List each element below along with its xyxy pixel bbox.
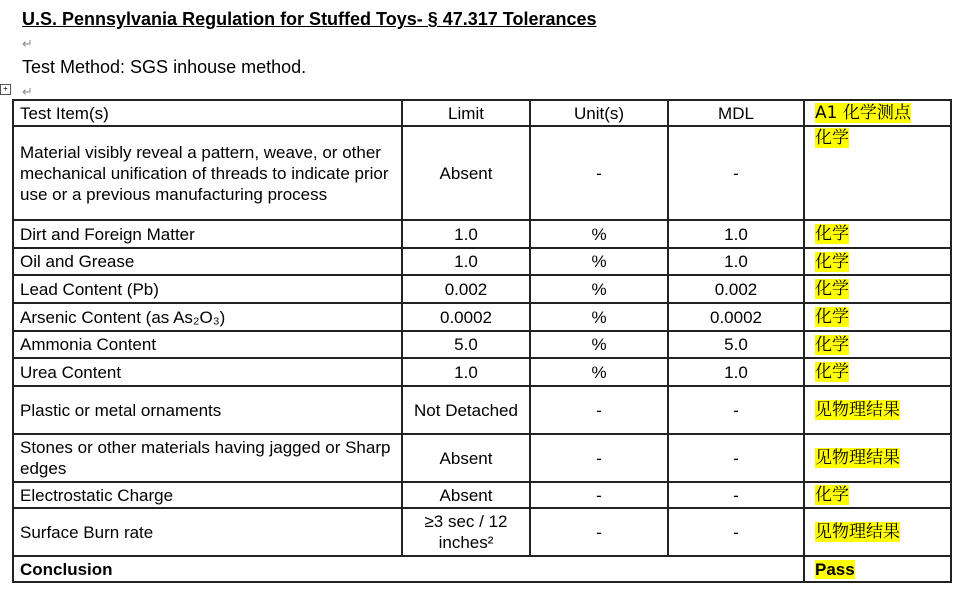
unit-cell: % xyxy=(530,358,668,386)
lab-highlight: 化学 xyxy=(815,362,849,382)
mdl-cell: - xyxy=(668,508,804,556)
header-units: Unit(s) xyxy=(530,100,668,126)
test-item-cell: Lead Content (Pb) xyxy=(13,275,402,303)
test-item-cell: Arsenic Content (as As₂O₃) xyxy=(13,303,402,331)
mdl-cell: - xyxy=(668,434,804,482)
mdl-cell: - xyxy=(668,482,804,508)
test-item-cell: Plastic or metal ornaments xyxy=(13,386,402,434)
test-item-cell: Ammonia Content xyxy=(13,331,402,358)
mdl-cell: - xyxy=(668,126,804,220)
lab-cell xyxy=(804,482,951,508)
table-row xyxy=(13,508,951,556)
limit-cell: 0.0002 xyxy=(402,303,530,331)
mdl-cell: 0.002 xyxy=(668,275,804,303)
lab-highlight: 化学 xyxy=(815,279,849,299)
lab-highlight: 见物理结果 xyxy=(815,522,900,542)
paragraph-mark: ↵ xyxy=(22,84,33,99)
lab-cell xyxy=(804,386,951,434)
conclusion-value: Pass xyxy=(815,559,855,579)
lab-cell xyxy=(804,126,951,220)
test-item-cell: Dirt and Foreign Matter xyxy=(13,220,402,248)
test-item-cell: Stones or other materials having jagged or Sharp edges xyxy=(13,434,402,482)
table-header-row xyxy=(13,100,951,126)
unit-cell: % xyxy=(530,331,668,358)
mdl-cell: - xyxy=(668,386,804,434)
table-row xyxy=(13,331,951,358)
header-test-item: Test Item(s) xyxy=(13,100,402,126)
limit-cell: 1.0 xyxy=(402,220,530,248)
table-row xyxy=(13,386,951,434)
lab-cell xyxy=(804,248,951,275)
test-method-text: Test Method: SGS inhouse method. xyxy=(22,57,307,77)
lab-cell xyxy=(804,303,951,331)
table-row xyxy=(13,126,951,220)
table-row xyxy=(13,482,951,508)
header-limit: Limit xyxy=(402,100,530,126)
table-row xyxy=(13,220,951,248)
mdl-cell: 5.0 xyxy=(668,331,804,358)
test-item-cell: Oil and Grease xyxy=(13,248,402,275)
lab-highlight: 化学 xyxy=(815,485,849,505)
table-row xyxy=(13,303,951,331)
mdl-cell: 0.0002 xyxy=(668,303,804,331)
lab-highlight: 化学 xyxy=(815,334,849,355)
mdl-cell: 1.0 xyxy=(668,358,804,386)
mdl-cell: 1.0 xyxy=(668,248,804,275)
limit-cell: ≥3 sec / 12 inches² xyxy=(402,508,530,556)
lab-cell xyxy=(804,508,951,556)
conclusion-cell xyxy=(804,556,951,582)
test-item-cell: Electrostatic Charge xyxy=(13,482,402,508)
header-lab: A1 化学测点 xyxy=(804,100,951,126)
table-row xyxy=(13,434,951,482)
limit-cell: Absent xyxy=(402,126,530,220)
unit-cell: - xyxy=(530,386,668,434)
conclusion-label: Conclusion xyxy=(13,556,804,582)
unit-cell: - xyxy=(530,508,668,556)
paragraph-mark: ↵ xyxy=(22,36,33,51)
lab-highlight: 化学 xyxy=(815,224,849,244)
header-mdl: MDL xyxy=(668,100,804,126)
limit-cell: Not Detached xyxy=(402,386,530,434)
lab-cell xyxy=(804,434,951,482)
limit-cell: 0.002 xyxy=(402,275,530,303)
lab-highlight: 见物理结果 xyxy=(815,400,900,420)
lab-cell xyxy=(804,275,951,303)
test-item-cell: Surface Burn rate xyxy=(13,508,402,556)
table-move-handle-icon[interactable]: + xyxy=(0,84,11,95)
unit-cell: - xyxy=(530,434,668,482)
mdl-cell: 1.0 xyxy=(668,220,804,248)
table-row xyxy=(13,248,951,275)
lab-cell xyxy=(804,331,951,358)
limit-cell: 1.0 xyxy=(402,248,530,275)
lab-cell xyxy=(804,358,951,386)
conclusion-row xyxy=(13,556,951,582)
limit-cell: Absent xyxy=(402,434,530,482)
test-item-cell: Urea Content xyxy=(13,358,402,386)
lab-highlight: 见物理结果 xyxy=(815,448,900,468)
test-item-cell: Material visibly reveal a pattern, weave, or other mechanical unification of threads to indicate prior use or a previous manufacturing process xyxy=(13,126,402,220)
table-row xyxy=(13,275,951,303)
unit-cell: - xyxy=(530,482,668,508)
unit-cell: - xyxy=(530,126,668,220)
limit-cell: Absent xyxy=(402,482,530,508)
document-title: U.S. Pennsylvania Regulation for Stuffed Toys- § 47.317 Tolerances xyxy=(22,9,597,29)
unit-cell: % xyxy=(530,303,668,331)
lab-cell xyxy=(804,220,951,248)
lab-highlight: 化学 xyxy=(815,128,849,148)
limit-cell: 1.0 xyxy=(402,358,530,386)
unit-cell: % xyxy=(530,275,668,303)
lab-highlight: 化学 xyxy=(815,307,849,327)
unit-cell: % xyxy=(530,248,668,275)
limit-cell: 5.0 xyxy=(402,331,530,358)
table-row xyxy=(13,358,951,386)
lab-highlight: 化学 xyxy=(815,251,849,272)
tolerance-table xyxy=(12,99,952,583)
unit-cell: % xyxy=(530,220,668,248)
